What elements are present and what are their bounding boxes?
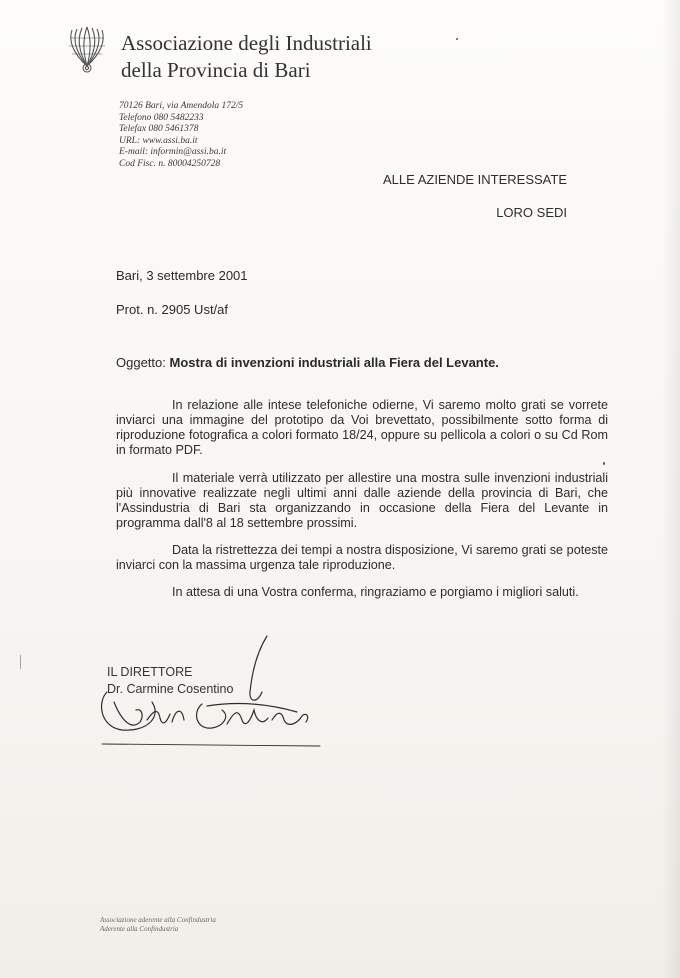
subject-line	[116, 355, 499, 370]
fax-line: Telefax 080 5461378	[119, 124, 199, 134]
organization-name-line1: Associazione degli Industriali	[121, 31, 372, 55]
page-edge-shadow	[662, 0, 680, 978]
scan-speck	[603, 462, 605, 465]
footnote	[100, 916, 216, 934]
tax-code-line: Cod Fisc. n. 80004250728	[119, 158, 221, 169]
email-line: E-mail: informin@assi.ba.it	[119, 147, 227, 157]
protocol-number: Prot. n. 2905 Ust/af	[116, 302, 229, 317]
address-line: 70126 Bari, via Amendola 172/5	[119, 101, 244, 111]
body-paragraph	[116, 543, 608, 573]
recipient-line1: ALLE AZIENDE INTERESSATE	[383, 172, 567, 187]
handwritten-signature	[92, 632, 322, 747]
letterhead-address	[119, 101, 243, 170]
scan-speck	[456, 38, 458, 40]
letter-date: Bari, 3 settembre 2001	[116, 268, 248, 283]
signatory-name: Dr. Carmine Cosentino	[107, 682, 234, 696]
url-line: URL: www.assi.ba.it	[119, 135, 198, 146]
body-paragraph-text: Data la ristrettezza dei tempi a nostra disposizione, Vi saremo grati se poteste inviarci con la massima urgenza tale riproduzione.	[116, 543, 608, 572]
association-logo-icon	[62, 24, 112, 74]
phone-line: Telefono 080 5482233	[119, 112, 204, 123]
subject-label: Oggetto:	[116, 355, 166, 370]
organization-name-line2: della Provincia di Bari	[121, 58, 311, 82]
recipient-line2: LORO SEDI	[496, 205, 567, 220]
body-paragraph	[116, 585, 608, 600]
body-paragraph-text: In relazione alle intese telefoniche odierne, Vi saremo molto grati se vorrete inviarci una immagine del prototipo da Voi brevettato, possibilmente sotto forma di riproduzione fotografica a colori formato 18/24, oppure su pellicola a colori o su Cd Rom in formato PDF.	[116, 398, 608, 457]
footnote-line1: Associazione aderente alla Confindustria	[100, 916, 216, 924]
body-paragraph	[116, 471, 608, 531]
scan-speck	[20, 655, 21, 669]
body-paragraph-text: In attesa di una Vostra conferma, ringraziamo e porgiamo i migliori saluti.	[172, 585, 579, 599]
body-paragraph	[116, 398, 608, 458]
organization-name	[121, 30, 372, 84]
signatory-title: IL DIRETTORE	[107, 665, 193, 679]
body-paragraph-text: Il materiale verrà utilizzato per allestire una mostra sulle invenzioni industriali più innovative realizzate negli ultimi anni dalle aziende della provincia di Bari, che l'Assindustria di Bari sta organizzando in occasione della Fiera del Levante in programma dall'8 al 18 settembre prossimi.	[116, 471, 608, 530]
subject-text: Mostra di invenzioni industriali alla Fiera del Levante.	[169, 355, 499, 370]
footnote-line2: Aderente alla Confindustria	[100, 925, 179, 933]
